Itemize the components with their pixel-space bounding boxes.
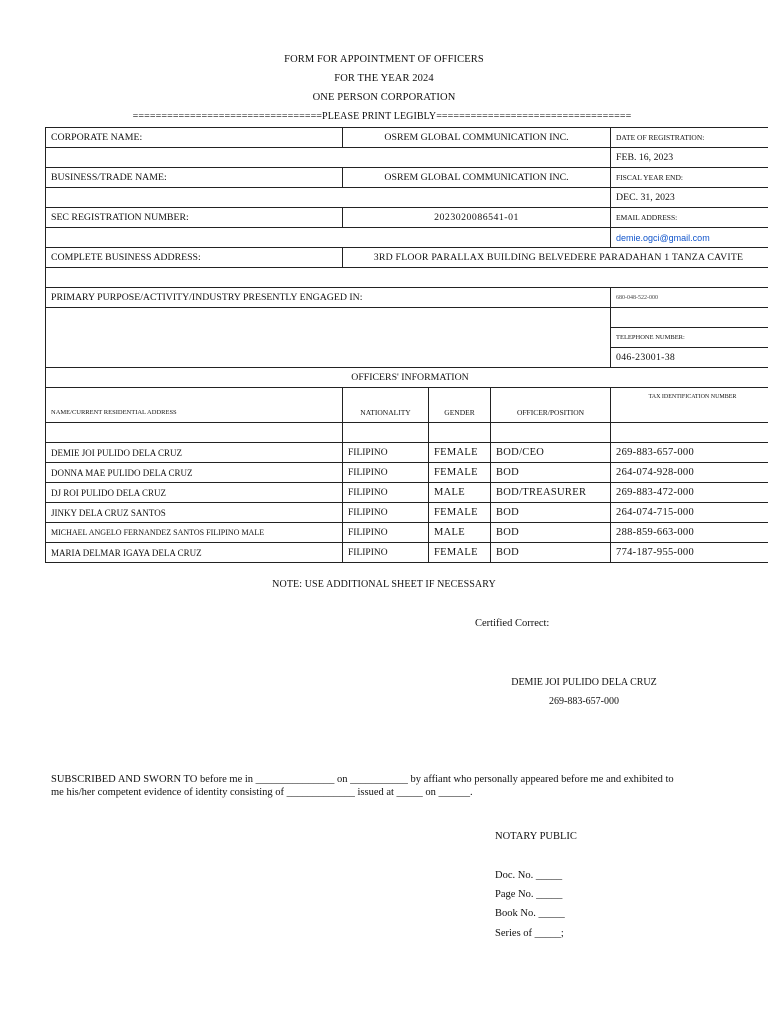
form-subtitle: ONE PERSON CORPORATION — [312, 92, 456, 103]
col-header-position: OFFICER/POSITION — [491, 388, 611, 423]
blank-row — [46, 188, 611, 208]
book-number: Book No. _____ — [495, 908, 565, 919]
date-registration-value: FEB. 16, 2023 — [611, 148, 768, 168]
corporate-name-value: OSREM GLOBAL COMMUNICATION INC. — [343, 128, 611, 148]
blank-row — [46, 228, 611, 248]
officer-gender: FEMALE — [429, 543, 491, 563]
col-header-name: NAME/CURRENT RESIDENTIAL ADDRESS — [46, 388, 343, 423]
appointment-form-table — [45, 127, 768, 563]
officer-position: BOD/TREASURER — [491, 483, 611, 503]
officer-nationality: FILIPINO — [343, 543, 429, 563]
officer-nationality: FILIPINO — [343, 503, 429, 523]
sec-registration-value: 2023020086541-01 — [343, 208, 611, 228]
additional-sheet-note: NOTE: USE ADDITIONAL SHEET IF NECESSARY — [272, 579, 496, 590]
officer-nationality: FILIPINO — [343, 463, 429, 483]
officer-name: DEMIE JOI PULIDO DELA CRUZ — [46, 443, 343, 463]
col-header-tin: TAX IDENTIFICATION NUMBER — [611, 388, 768, 423]
officer-position: BOD — [491, 543, 611, 563]
officer-row — [46, 463, 768, 483]
officer-gender: FEMALE — [429, 463, 491, 483]
jurat-line-1: SUBSCRIBED AND SWORN TO before me in _______________ on ___________ by affiant who personally appeared before me and exhibited to — [51, 774, 674, 785]
officer-name: DONNA MAE PULIDO DELA CRUZ — [46, 463, 343, 483]
blank-cell — [343, 423, 429, 443]
officer-row — [46, 443, 768, 463]
officer-tin: 288-859-663-000 — [611, 523, 768, 543]
email-value: demie.ogci@gmail.com — [611, 228, 768, 248]
company-tin-value: 680-048-522-000 — [611, 288, 768, 308]
officer-nationality: FILIPINO — [343, 523, 429, 543]
form-year: FOR THE YEAR 2024 — [334, 73, 434, 84]
print-legibly-banner: =================================PLEASE PRINT LEGIBLY================================== — [132, 111, 632, 122]
primary-purpose-value — [46, 308, 611, 368]
officer-row — [46, 503, 768, 523]
officer-tin: 269-883-472-000 — [611, 483, 768, 503]
col-header-nationality: NATIONALITY — [343, 388, 429, 423]
officer-position: BOD — [491, 463, 611, 483]
jurat-line-2: me his/her competent evidence of identity consisting of _____________ issued at _____ on ______. — [51, 787, 473, 798]
officer-position: BOD — [491, 503, 611, 523]
officers-section-title: OFFICERS' INFORMATION — [46, 368, 768, 388]
officer-name: MICHAEL ANGELO FERNANDEZ SANTOS FILIPINO MALE — [46, 523, 343, 543]
officer-row — [46, 543, 768, 563]
officer-nationality: FILIPINO — [343, 443, 429, 463]
jurat-paragraph — [51, 773, 741, 799]
officer-name: DJ ROI PULIDO DELA CRUZ — [46, 483, 343, 503]
officer-nationality: FILIPINO — [343, 483, 429, 503]
corporate-name-label: CORPORATE NAME: — [46, 128, 343, 148]
blank-cell — [46, 423, 343, 443]
officer-position: BOD — [491, 523, 611, 543]
fiscal-year-value: DEC. 31, 2023 — [611, 188, 768, 208]
officer-name: JINKY DELA CRUZ SANTOS — [46, 503, 343, 523]
officer-row — [46, 483, 768, 503]
blank-row — [46, 268, 768, 288]
form-title: FORM FOR APPOINTMENT OF OFFICERS — [284, 54, 484, 65]
officer-gender: MALE — [429, 523, 491, 543]
officer-gender: FEMALE — [429, 443, 491, 463]
officer-tin: 774-187-955-000 — [611, 543, 768, 563]
blank-cell — [611, 423, 768, 443]
blank-cell — [429, 423, 491, 443]
business-address-value: 3RD FLOOR PARALLAX BUILDING BELVEDERE PARADAHAN 1 TANZA CAVITE — [343, 248, 768, 268]
blank-cell — [491, 423, 611, 443]
certified-correct-label: Certified Correct: — [475, 618, 550, 629]
officer-tin: 269-883-657-000 — [611, 443, 768, 463]
trade-name-value: OSREM GLOBAL COMMUNICATION INC. — [343, 168, 611, 188]
sec-registration-label: SEC REGISTRATION NUMBER: — [46, 208, 343, 228]
officer-row — [46, 523, 768, 543]
blank-cell — [611, 308, 768, 328]
fiscal-year-label: FISCAL YEAR END: — [611, 168, 768, 188]
officer-tin: 264-074-928-000 — [611, 463, 768, 483]
trade-name-label: BUSINESS/TRADE NAME: — [46, 168, 343, 188]
signatory-name: DEMIE JOI PULIDO DELA CRUZ — [511, 677, 657, 688]
col-header-gender: GENDER — [429, 388, 491, 423]
date-registration-label: DATE OF REGISTRATION: — [611, 128, 768, 148]
telephone-value: 046-23001-38 — [611, 348, 768, 368]
officer-name: MARIA DELMAR IGAYA DELA CRUZ — [46, 543, 343, 563]
blank-row — [46, 148, 611, 168]
series-of: Series of _____; — [495, 928, 564, 939]
doc-number: Doc. No. _____ — [495, 870, 563, 881]
email-label: EMAIL ADDRESS: — [611, 208, 768, 228]
officer-tin: 264-074-715-000 — [611, 503, 768, 523]
page-number: Page No. _____ — [495, 889, 563, 900]
officer-position: BOD/CEO — [491, 443, 611, 463]
officer-gender: MALE — [429, 483, 491, 503]
primary-purpose-label: PRIMARY PURPOSE/ACTIVITY/INDUSTRY PRESENTLY ENGAGED IN: — [46, 288, 611, 308]
telephone-label: TELEPHONE NUMBER: — [611, 328, 768, 348]
notary-public-label: NOTARY PUBLIC — [495, 831, 577, 842]
officer-gender: FEMALE — [429, 503, 491, 523]
business-address-label: COMPLETE BUSINESS ADDRESS: — [46, 248, 343, 268]
signatory-tin: 269-883-657-000 — [549, 696, 619, 707]
